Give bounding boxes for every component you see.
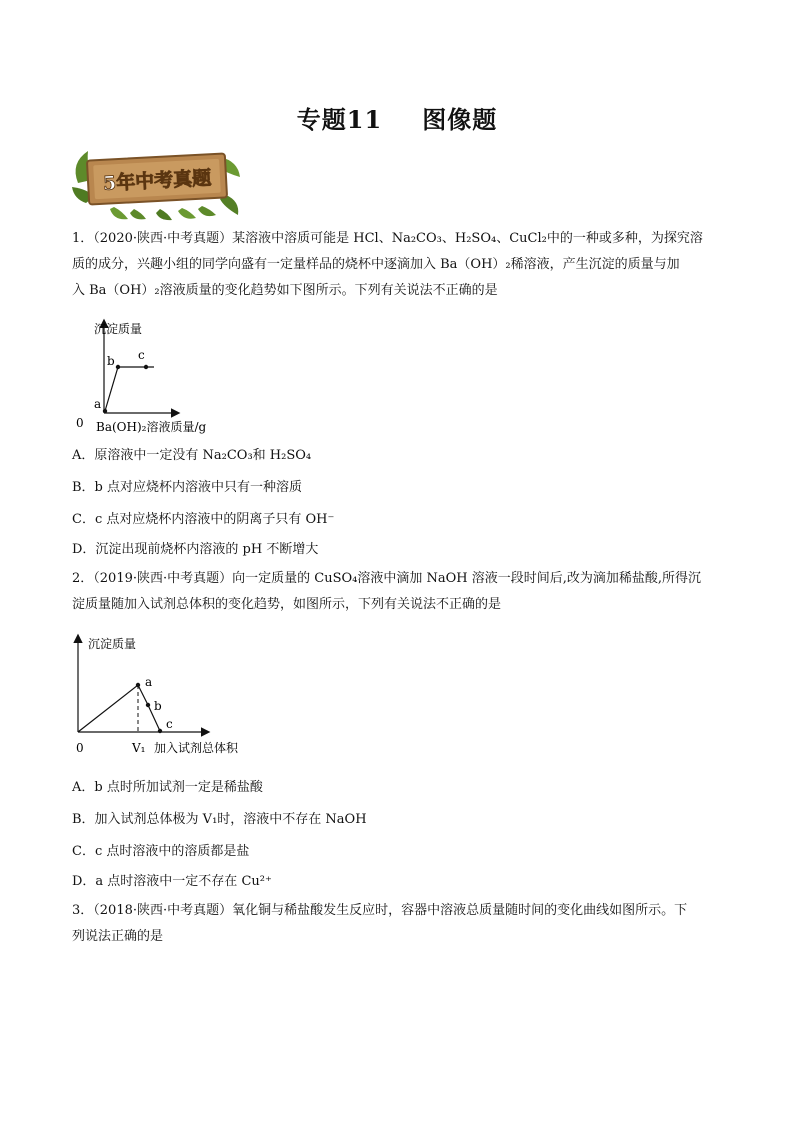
q1-label-c: c — [138, 348, 145, 362]
page-title — [0, 100, 794, 135]
q1-point-c — [144, 365, 148, 369]
q1-origin: 0 — [76, 416, 84, 430]
q2-curve — [78, 685, 160, 732]
q1-point-b — [116, 365, 120, 369]
q1-label-a: a — [94, 397, 102, 411]
question-3 — [72, 898, 722, 950]
q3-line-1: 3．（2018·陕西·中考真题）氧化铜与稀盐酸发生反应时，容器中溶液总质量随时间的变化曲线如图所示。下 — [72, 903, 688, 918]
q2-xlabel: 加入试剂总体积 — [154, 741, 239, 755]
q1-line-1: 1．（2020·陕西·中考真题）某溶液中溶质可能是 HCl、Na₂CO₃、H₂SO₄、CuCl₂中的一种或多种，为探究溶 — [72, 231, 703, 246]
q2-option-b: B．加入试剂总体极为 V₁时，溶液中不存在 NaOH — [72, 812, 367, 827]
q1-point-a — [103, 409, 107, 413]
q1-option-c: C．c 点对应烧杯内溶液中的阴离子只有 OH⁻ — [72, 512, 335, 527]
question-2 — [72, 566, 722, 618]
q2-v1: V₁ — [132, 741, 146, 755]
q2-label-a: a — [145, 675, 153, 689]
q2-option-d: D．a 点时溶液中一定不存在 Cu²⁺ — [72, 874, 272, 889]
q1-line-2: 质的成分，兴趣小组的同学向盛有一定量样品的烧杯中逐滴加入 Ba（OH）₂稀溶液，产生沉淀的质量与加 — [72, 257, 680, 272]
title-topic: 专题11 — [296, 105, 383, 134]
q1-ylabel: 沉淀质量 — [94, 322, 143, 336]
q1-curve — [105, 367, 154, 411]
q2-ylabel: 沉淀质量 — [88, 637, 137, 651]
q1-option-a: A．原溶液中一定没有 Na₂CO₃和 H₂SO₄ — [72, 448, 312, 463]
q2-point-b — [146, 703, 150, 707]
q2-option-c: C．c 点时溶液中的溶质都是盐 — [72, 844, 250, 859]
q2-label-c: c — [166, 717, 173, 731]
title-name: 图像题 — [422, 105, 498, 134]
q2-point-c — [158, 729, 162, 733]
q3-line-2: 列说法正确的是 — [72, 929, 164, 944]
q1-xlabel: Ba(OH)₂溶液质量/g — [96, 420, 207, 434]
q1-line-3: 入 Ba（OH）₂溶液质量的变化趋势如下图所示。下列有关说法不正确的是 — [72, 283, 498, 298]
q2-line-1: 2．（2019·陕西·中考真题）向一定质量的 CuSO₄溶液中滴加 NaOH 溶液一段时间后,改为滴加稀盐酸,所得沉 — [72, 571, 702, 586]
banner-logo — [70, 143, 242, 221]
q2-origin: 0 — [76, 741, 84, 755]
q2-line-2: 淀质量随加入试剂总体积的变化趋势，如图所示，下列有关说法不正确的是 — [72, 597, 502, 612]
q1-graph — [70, 315, 250, 440]
q2-label-b: b — [154, 699, 162, 713]
q2-point-a — [136, 683, 140, 687]
banner-label: 5年中考真题 — [102, 167, 212, 195]
q1-label-b: b — [107, 354, 115, 368]
q1-option-b: B．b 点对应烧杯内溶液中只有一种溶质 — [72, 480, 303, 495]
q1-option-d: D．沉淀出现前烧杯内溶液的 pH 不断增大 — [72, 542, 319, 557]
question-1 — [72, 226, 722, 304]
q2-option-a: A．b 点时所加试剂一定是稀盐酸 — [72, 780, 263, 795]
q2-graph — [70, 630, 280, 760]
